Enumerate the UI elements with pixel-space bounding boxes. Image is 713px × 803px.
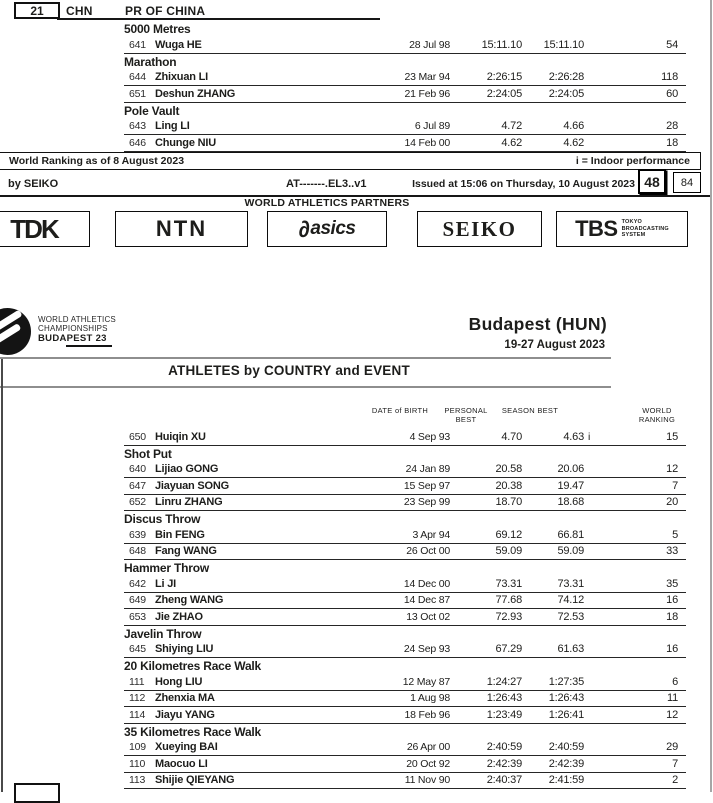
header-rule-top: [0, 357, 611, 359]
athlete-date-of-birth: 28 Jul 98: [409, 38, 450, 51]
athlete-season-best: 4.62: [563, 136, 584, 149]
athlete-season-best: 1:26:41: [548, 708, 584, 721]
timing-credit: by SEIKO: [8, 178, 59, 190]
athlete-personal-best: 59.09: [495, 545, 522, 558]
athlete-world-ranking: 60: [666, 87, 678, 100]
athlete-season-best: 15:11.10: [543, 38, 584, 51]
event-name: Discus Throw: [124, 512, 201, 526]
athlete-season-best: 66.81: [557, 528, 584, 541]
athlete-bib: 645: [129, 643, 146, 656]
athlete-date-of-birth: 26 Apr 00: [406, 741, 450, 754]
athlete-season-best: 20.06: [557, 463, 584, 476]
athlete-row: [124, 576, 686, 593]
athlete-row: [124, 37, 686, 54]
event-name: Hammer Throw: [124, 561, 209, 575]
athlete-season-best: 59.09: [557, 545, 584, 558]
athlete-row: [124, 544, 686, 561]
athlete-row: [124, 135, 686, 152]
next-country-number-box: [14, 783, 60, 803]
page-number-box: [638, 169, 666, 194]
athlete-date-of-birth: 13 Oct 02: [406, 610, 450, 623]
athlete-date-of-birth: 12 May 87: [402, 675, 450, 688]
athlete-row: [124, 674, 686, 691]
athlete-personal-best: 20.58: [495, 463, 522, 476]
athlete-name: Lijiao GONG: [155, 463, 219, 476]
event-name: 35 Kilometres Race Walk: [124, 724, 262, 739]
athlete-row: [124, 773, 686, 790]
tbs-sub-line: TOKYO: [621, 219, 643, 226]
athlete-personal-best: 2:26:15: [486, 71, 522, 84]
athlete-season-best: 1:26:43: [548, 692, 584, 705]
athlete-bib: 647: [129, 479, 146, 492]
athlete-name: Jie ZHAO: [155, 610, 203, 623]
athlete-bib: 109: [129, 741, 146, 754]
athlete-bib: 649: [129, 594, 146, 607]
athlete-row: [124, 86, 686, 103]
athlete-world-ranking: 16: [666, 594, 678, 607]
athlete-world-ranking: 35: [666, 577, 678, 590]
page-right-edge-line: [710, 0, 712, 792]
athlete-personal-best: 1:24:27: [486, 675, 522, 688]
athlete-date-of-birth: 14 Dec 00: [403, 577, 450, 590]
country-name: PR OF CHINA: [125, 4, 206, 18]
athlete-name: Wuga HE: [155, 38, 202, 51]
athlete-bib: 644: [129, 71, 146, 84]
athlete-bib: 646: [129, 136, 146, 149]
athlete-row: [124, 756, 686, 773]
athlete-personal-best: 2:40:59: [486, 741, 522, 754]
athlete-name: Linru ZHANG: [155, 496, 223, 509]
host-city: Budapest (HUN): [468, 314, 607, 334]
athlete-name: Fang WANG: [155, 545, 217, 558]
athlete-name: Jiayu YANG: [155, 708, 215, 721]
athlete-name: Ling LI: [155, 120, 190, 133]
athlete-season-best: 19.47: [557, 479, 584, 492]
tbs-sub-line: BROADCASTING: [621, 225, 669, 232]
athlete-bib: 112: [129, 692, 146, 705]
athlete-season-best: 2:24:05: [548, 87, 584, 100]
logo-line-championships: CHAMPIONSHIPS: [38, 324, 108, 333]
athlete-bib: 111: [129, 675, 145, 688]
athlete-world-ranking: 7: [672, 479, 678, 492]
athlete-bib: 643: [129, 120, 146, 133]
athlete-name: Maocuo LI: [155, 757, 208, 770]
athlete-personal-best: 67.29: [495, 643, 522, 656]
athlete-name: Li JI: [155, 577, 177, 590]
athlete-row: [124, 429, 686, 446]
partners-title: WORLD ATHLETICS PARTNERS: [244, 197, 410, 209]
athlete-season-best: 2:26:28: [548, 71, 584, 84]
athlete-season-best: 2:42:39: [548, 757, 584, 770]
athlete-personal-best: 77.68: [495, 594, 522, 607]
page2-left-edge-line: [1, 359, 3, 792]
athlete-row: [124, 70, 686, 87]
athlete-personal-best: 2:40:37: [486, 774, 522, 787]
tdk-logo-text: TDK: [10, 213, 58, 244]
athlete-personal-best: 69.12: [495, 528, 522, 541]
athlete-season-best: 18.68: [557, 496, 584, 509]
athlete-date-of-birth: 6 Jul 89: [414, 120, 450, 133]
tbs-logo-text: TBS: [575, 216, 618, 241]
athlete-row: [124, 527, 686, 544]
world-ranking-note: World Ranking as of 8 August 2023: [9, 155, 185, 167]
column-header-date-of-birth: DATE of BIRTH: [371, 406, 429, 415]
athlete-name: Shiying LIU: [155, 643, 214, 656]
athlete-world-ranking: 118: [661, 71, 678, 84]
event-name: 20 Kilometres Race Walk: [124, 659, 262, 673]
athlete-name: Deshun ZHANG: [155, 87, 236, 100]
header-rule-bottom: [0, 386, 611, 388]
athlete-world-ranking: 16: [666, 643, 678, 656]
asics-logo: [267, 211, 387, 247]
athlete-name: Xueying BAI: [155, 741, 218, 754]
athlete-season-best: 72.53: [557, 610, 584, 623]
championships-logo-text: [38, 315, 116, 347]
document-code: AT-------.EL3..v1: [286, 178, 367, 190]
athlete-personal-best: 2:42:39: [486, 757, 522, 770]
athlete-bib: 114: [129, 708, 146, 721]
athlete-bib: 651: [129, 87, 146, 100]
asics-spiral-icon: ∂: [298, 215, 310, 242]
athlete-date-of-birth: 14 Feb 00: [404, 136, 450, 149]
athlete-world-ranking: 2: [672, 774, 678, 787]
athlete-personal-best: 72.93: [495, 610, 522, 623]
world-athletics-championships-emblem-icon: [0, 308, 31, 355]
event-name: 5000 Metres: [124, 22, 191, 36]
athlete-date-of-birth: 4 Sep 93: [409, 430, 450, 443]
athlete-row: [124, 642, 686, 659]
athlete-row: [124, 707, 686, 724]
page-number: 48: [644, 173, 660, 190]
athlete-row: [124, 740, 686, 757]
athlete-date-of-birth: 23 Sep 99: [403, 496, 450, 509]
event-name: Pole Vault: [124, 103, 180, 118]
athlete-date-of-birth: 23 Mar 94: [404, 71, 450, 84]
ntn-logo-text: NTN: [155, 216, 208, 241]
athlete-season-best: 1:27:35: [548, 675, 584, 688]
athlete-row: [124, 462, 686, 479]
athlete-season-best: 2:40:59: [548, 741, 584, 754]
tdk-logo: [0, 211, 90, 247]
athlete-bib: 639: [129, 528, 146, 541]
athlete-personal-best: 4.72: [501, 120, 522, 133]
athlete-row: [124, 691, 686, 708]
athlete-bib: 113: [129, 774, 146, 787]
athlete-personal-best: 2:24:05: [486, 87, 522, 100]
athlete-season-best: 4.66: [563, 120, 584, 133]
athlete-world-ranking: 12: [666, 708, 678, 721]
logo-underline: [66, 345, 112, 347]
athlete-name: Jiayuan SONG: [155, 479, 230, 492]
event-name: Javelin Throw: [124, 626, 202, 641]
athlete-name: Bin FENG: [155, 528, 205, 541]
athlete-personal-best: 73.31: [495, 577, 522, 590]
athlete-row: [124, 495, 686, 512]
seiko-logo-text: SEIKO: [442, 216, 517, 241]
tbs-sub-line: SYSTEM: [621, 232, 646, 239]
athlete-personal-best: 1:23:49: [486, 708, 522, 721]
tbs-logo-subtext: [622, 219, 669, 239]
athlete-bib: 650: [129, 430, 146, 443]
logo-line-budapest23: BUDAPEST 23: [38, 333, 107, 344]
athlete-row: [124, 609, 686, 626]
athlete-bib: 642: [129, 577, 146, 590]
tbs-logo: [556, 211, 688, 247]
athlete-world-ranking: 28: [666, 120, 678, 133]
athlete-date-of-birth: 24 Jan 89: [405, 463, 450, 476]
legend-bar: [0, 152, 701, 170]
country-number-box: [14, 2, 60, 19]
athlete-personal-best: 15:11.10: [481, 38, 522, 51]
page-total: 84: [680, 176, 694, 189]
athlete-bib: 652: [129, 496, 146, 509]
ntn-logo: [115, 211, 248, 247]
athlete-name: Zheng WANG: [155, 594, 224, 607]
athletes-table-page1: [124, 21, 686, 152]
athlete-date-of-birth: 18 Feb 96: [404, 708, 450, 721]
athlete-season-best: 74.12: [557, 594, 584, 607]
athlete-name: Zhixuan LI: [155, 71, 209, 84]
athlete-date-of-birth: 11 Nov 90: [404, 774, 450, 787]
athlete-row: [124, 119, 686, 136]
athlete-date-of-birth: 21 Feb 96: [404, 87, 450, 100]
athlete-personal-best: 18.70: [495, 496, 522, 509]
athlete-season-best: 61.63: [557, 643, 584, 656]
athlete-name: Shijie QIEYANG: [155, 774, 235, 787]
athlete-date-of-birth: 15 Sep 97: [403, 479, 450, 492]
athlete-world-ranking: 11: [666, 692, 678, 705]
athlete-personal-best: 4.62: [501, 136, 522, 149]
page-total-box: [673, 172, 701, 193]
indoor-performance-note: i = Indoor performance: [575, 155, 690, 167]
column-header-world-ranking: WORLD RANKING: [638, 406, 676, 424]
athlete-bib: 653: [129, 610, 146, 623]
athlete-row: [124, 478, 686, 495]
indoor-flag: i: [588, 430, 591, 443]
athlete-bib: 648: [129, 545, 146, 558]
athletes-table-page2: [124, 429, 686, 789]
athlete-world-ranking: 7: [672, 757, 678, 770]
athlete-world-ranking: 12: [666, 463, 678, 476]
athlete-date-of-birth: 26 Oct 00: [406, 545, 450, 558]
athlete-world-ranking: 6: [672, 675, 678, 688]
issued-timestamp: Issued at 15:06 on Thursday, 10 August 2023: [412, 178, 635, 190]
athlete-world-ranking: 54: [666, 38, 678, 51]
column-header-personal-best: PERSONAL BEST: [444, 406, 488, 424]
asics-logo-text: asics: [310, 218, 356, 239]
athlete-season-best: 73.31: [557, 577, 584, 590]
athlete-bib: 641: [129, 38, 146, 51]
event-name: Shot Put: [124, 446, 172, 461]
athlete-world-ranking: 15: [666, 430, 678, 443]
athlete-world-ranking: 29: [666, 741, 678, 754]
athlete-bib: 640: [129, 463, 146, 476]
athlete-date-of-birth: 24 Sep 93: [403, 643, 450, 656]
athlete-date-of-birth: 20 Oct 92: [406, 757, 450, 770]
athlete-date-of-birth: 1 Aug 98: [410, 692, 450, 705]
athlete-name: Hong LIU: [155, 675, 203, 688]
athlete-name: Huiqin XU: [155, 430, 206, 443]
column-header-season-best: SEASON BEST: [501, 406, 559, 415]
country-header-rule: [57, 18, 380, 20]
athlete-bib: 110: [129, 757, 146, 770]
athlete-name: Zhenxia MA: [155, 692, 215, 705]
athlete-season-best: 4.63: [563, 430, 584, 443]
athlete-world-ranking: 18: [666, 610, 678, 623]
athlete-personal-best: 4.70: [501, 430, 522, 443]
athlete-world-ranking: 20: [666, 496, 678, 509]
event-name: Marathon: [124, 54, 177, 69]
athlete-season-best: 2:41:59: [548, 774, 584, 787]
athlete-personal-best: 1:26:43: [486, 692, 522, 705]
event-dates: 19-27 August 2023: [504, 339, 605, 351]
country-code: CHN: [66, 4, 93, 18]
country-number: 21: [30, 3, 44, 18]
athlete-date-of-birth: 3 Apr 94: [412, 528, 450, 541]
logo-line-world-athletics: WORLD ATHLETICS: [38, 315, 116, 324]
athlete-date-of-birth: 14 Dec 87: [403, 594, 450, 607]
athlete-world-ranking: 5: [672, 528, 678, 541]
seiko-logo: [417, 211, 542, 247]
athlete-world-ranking: 33: [666, 545, 678, 558]
athlete-row: [124, 593, 686, 610]
athlete-personal-best: 20.38: [495, 479, 522, 492]
athlete-world-ranking: 18: [666, 136, 678, 149]
list-title: ATHLETES by COUNTRY and EVENT: [168, 363, 410, 378]
athlete-name: Chunge NIU: [155, 136, 216, 149]
